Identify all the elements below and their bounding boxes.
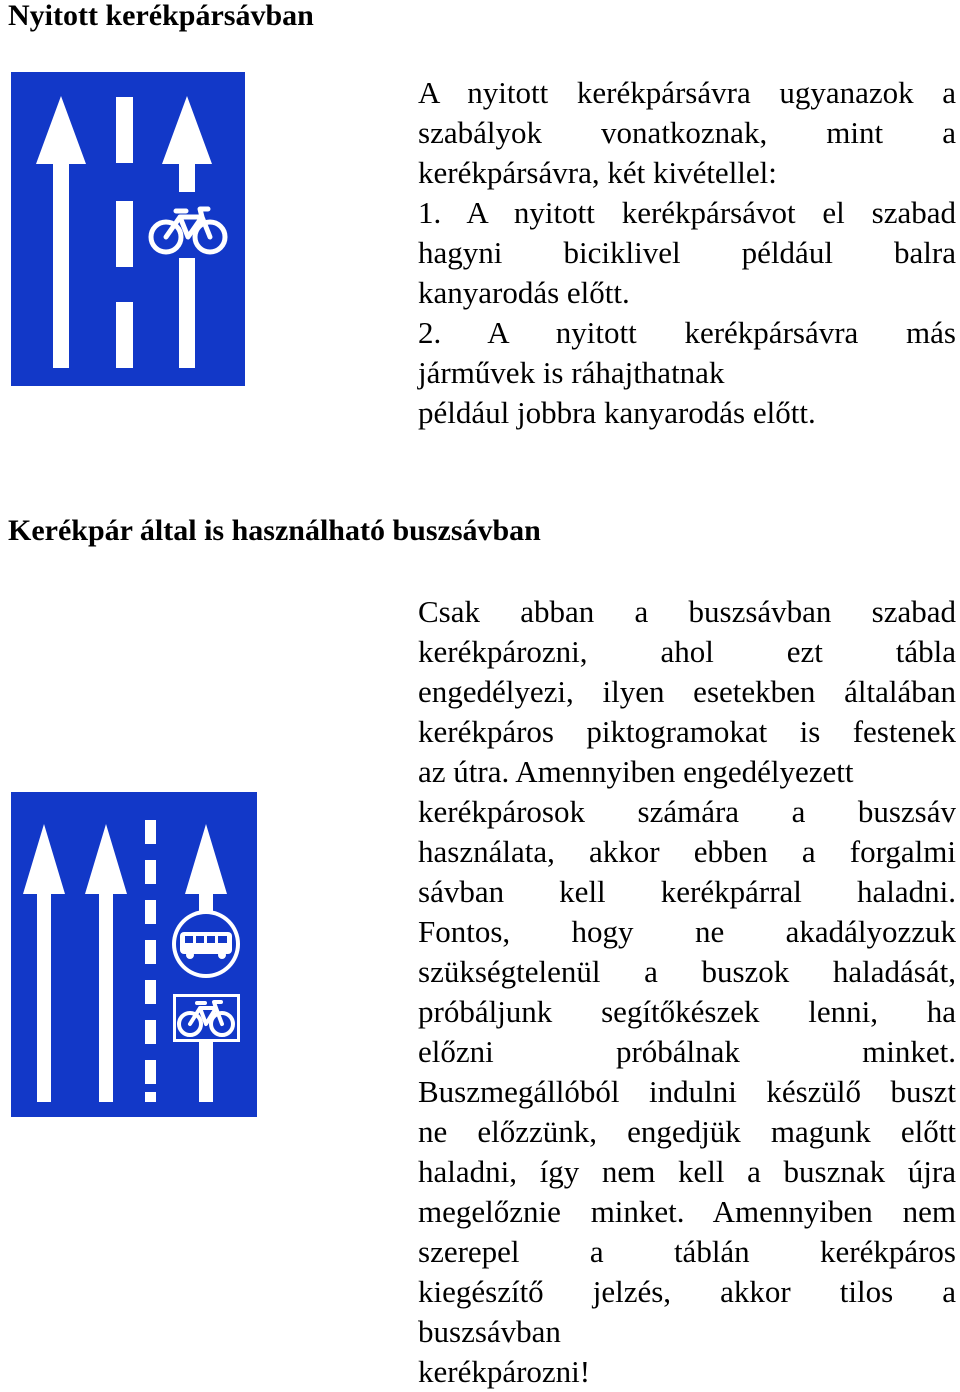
text-line: engedélyezi, ilyen esetekben általában <box>418 674 956 709</box>
text-line: Csak abban a buszsávban szabad <box>418 594 956 629</box>
text-line: A nyitott kerékpársávra ugyanazok a <box>418 75 956 110</box>
lane-divider-dashes <box>116 97 133 368</box>
text-line: szabályok vonatkoznak, mint a <box>418 115 956 150</box>
text-line: megelőznie minket. Amennyiben nem <box>418 1194 956 1229</box>
text-line: például jobbra kanyarodás előtt. <box>418 395 816 430</box>
open-bike-lane-text <box>418 73 956 433</box>
text-line: kerékpározni, ahol ezt tábla <box>418 634 956 669</box>
text-line: előzni próbálnak minket. <box>418 1034 956 1069</box>
text-line: sávban kell kerékpárral haladni. <box>418 874 956 909</box>
text-line: szükségtelenül a buszok haladását, <box>418 954 956 989</box>
text-line: 2. A nyitott kerékpársávra más <box>418 315 956 350</box>
section-title-open-bike-lane: Nyitott kerékpársávban <box>8 0 314 32</box>
text-line: használata, akkor ebben a forgalmi <box>418 834 956 869</box>
open-bike-lane-sign <box>11 72 245 386</box>
text-line: szerepel a táblán kerékpáros <box>418 1234 956 1269</box>
text-line: hagyni biciklivel például balra <box>418 235 956 270</box>
text-line: kiegészítő jelzés, akkor tilos a <box>418 1274 956 1309</box>
text-line: próbáljunk segítőkészek lenni, ha <box>418 994 956 1029</box>
text-line: buszsávban <box>418 1314 561 1349</box>
text-line: járművek is ráhajthatnak <box>418 355 725 390</box>
bus-icon <box>172 910 240 978</box>
text-line: haladni, így nem kell a busznak újra <box>418 1154 956 1189</box>
text-line: kanyarodás előtt. <box>418 275 630 310</box>
bus-lane-text <box>418 592 956 1392</box>
text-line: kerékpáros piktogramokat is festenek <box>418 714 956 749</box>
section-title-bus-lane: Kerékpár által is használható buszsávban <box>8 514 541 547</box>
text-line: 1. A nyitott kerékpársávot el szabad <box>418 195 956 230</box>
text-line: kerékpározni! <box>418 1354 591 1389</box>
text-line: kerékpársávra, két kivétellel: <box>418 155 777 190</box>
bus-and-bike-lane-sign <box>11 792 257 1117</box>
text-line: Fontos, hogy ne akadályozzuk <box>418 914 956 949</box>
bicycle-icon <box>173 994 240 1042</box>
text-line: az útra. Amennyiben engedélyezett <box>418 754 854 789</box>
text-line: kerékpárosok számára a buszsáv <box>418 794 956 829</box>
text-line: ne előzzünk, engedjük magunk előtt <box>418 1114 956 1149</box>
text-line: Buszmegállóból indulni készülő buszt <box>418 1074 956 1109</box>
